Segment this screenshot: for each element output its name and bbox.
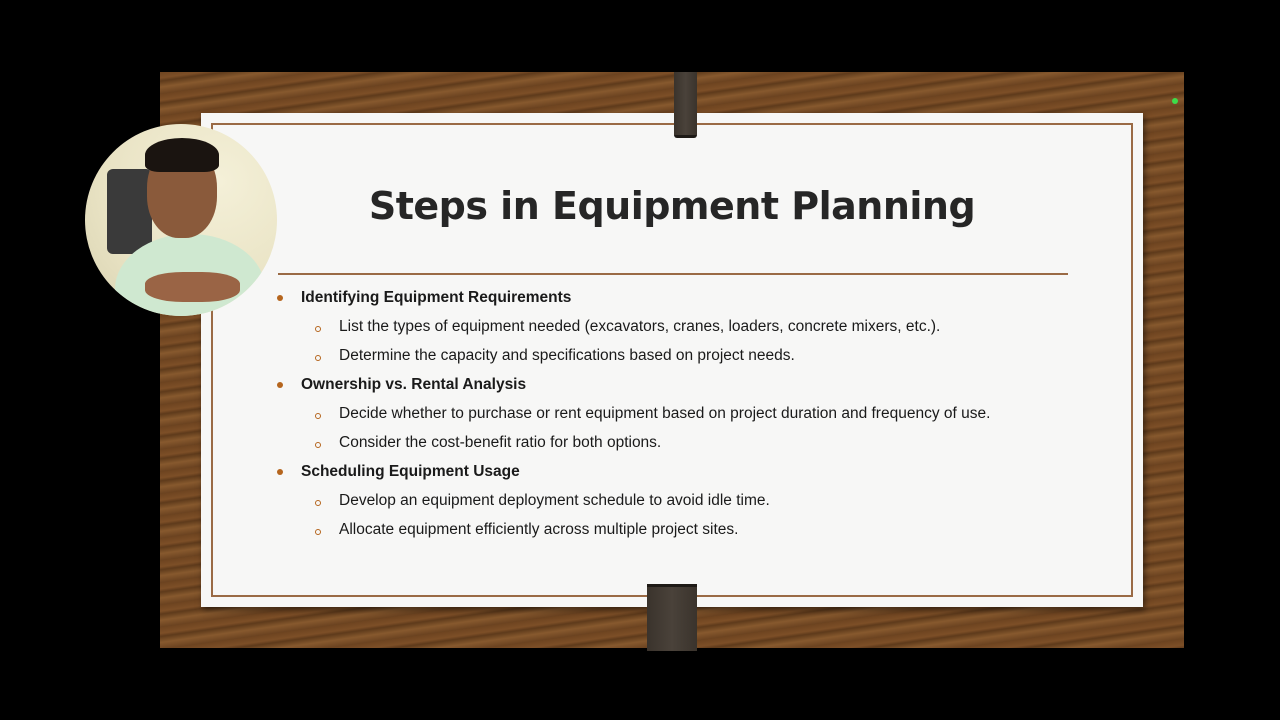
list-item: Determine the capacity and specifications based on project needs. <box>339 347 795 364</box>
sub-bullet-icon <box>315 326 321 332</box>
presenter-hair <box>145 138 219 172</box>
list-item: List the types of equipment needed (excavators, cranes, loaders, concrete mixers, etc.). <box>339 318 941 335</box>
list-item: Identifying Equipment Requirements <box>301 289 572 306</box>
bullet-icon <box>277 295 283 301</box>
list-item: Develop an equipment deployment schedule to avoid idle time. <box>339 492 770 509</box>
slide-title: Steps in Equipment Planning <box>368 184 976 228</box>
sub-bullet-icon <box>315 442 321 448</box>
background-shelf <box>107 169 152 254</box>
list-item: Consider the cost-benefit ratio for both options. <box>339 434 662 451</box>
presenter-hands <box>145 272 240 302</box>
bottom-strap <box>647 584 697 651</box>
sub-bullet-icon <box>315 500 321 506</box>
sub-bullet-icon <box>315 355 321 361</box>
bullet-icon <box>277 382 283 388</box>
presenter-webcam <box>85 124 277 316</box>
title-divider <box>278 273 1068 275</box>
list-item: Scheduling Equipment Usage <box>301 463 520 480</box>
sub-bullet-icon <box>315 413 321 419</box>
list-item: Allocate equipment efficiently across multiple project sites. <box>339 521 739 538</box>
sub-bullet-icon <box>315 529 321 535</box>
list-item: Ownership vs. Rental Analysis <box>301 376 527 393</box>
recording-indicator-icon <box>1172 98 1178 104</box>
list-item: Decide whether to purchase or rent equipment based on project duration and frequency of use. <box>339 405 991 422</box>
top-strap <box>674 72 697 138</box>
bullet-icon <box>277 469 283 475</box>
